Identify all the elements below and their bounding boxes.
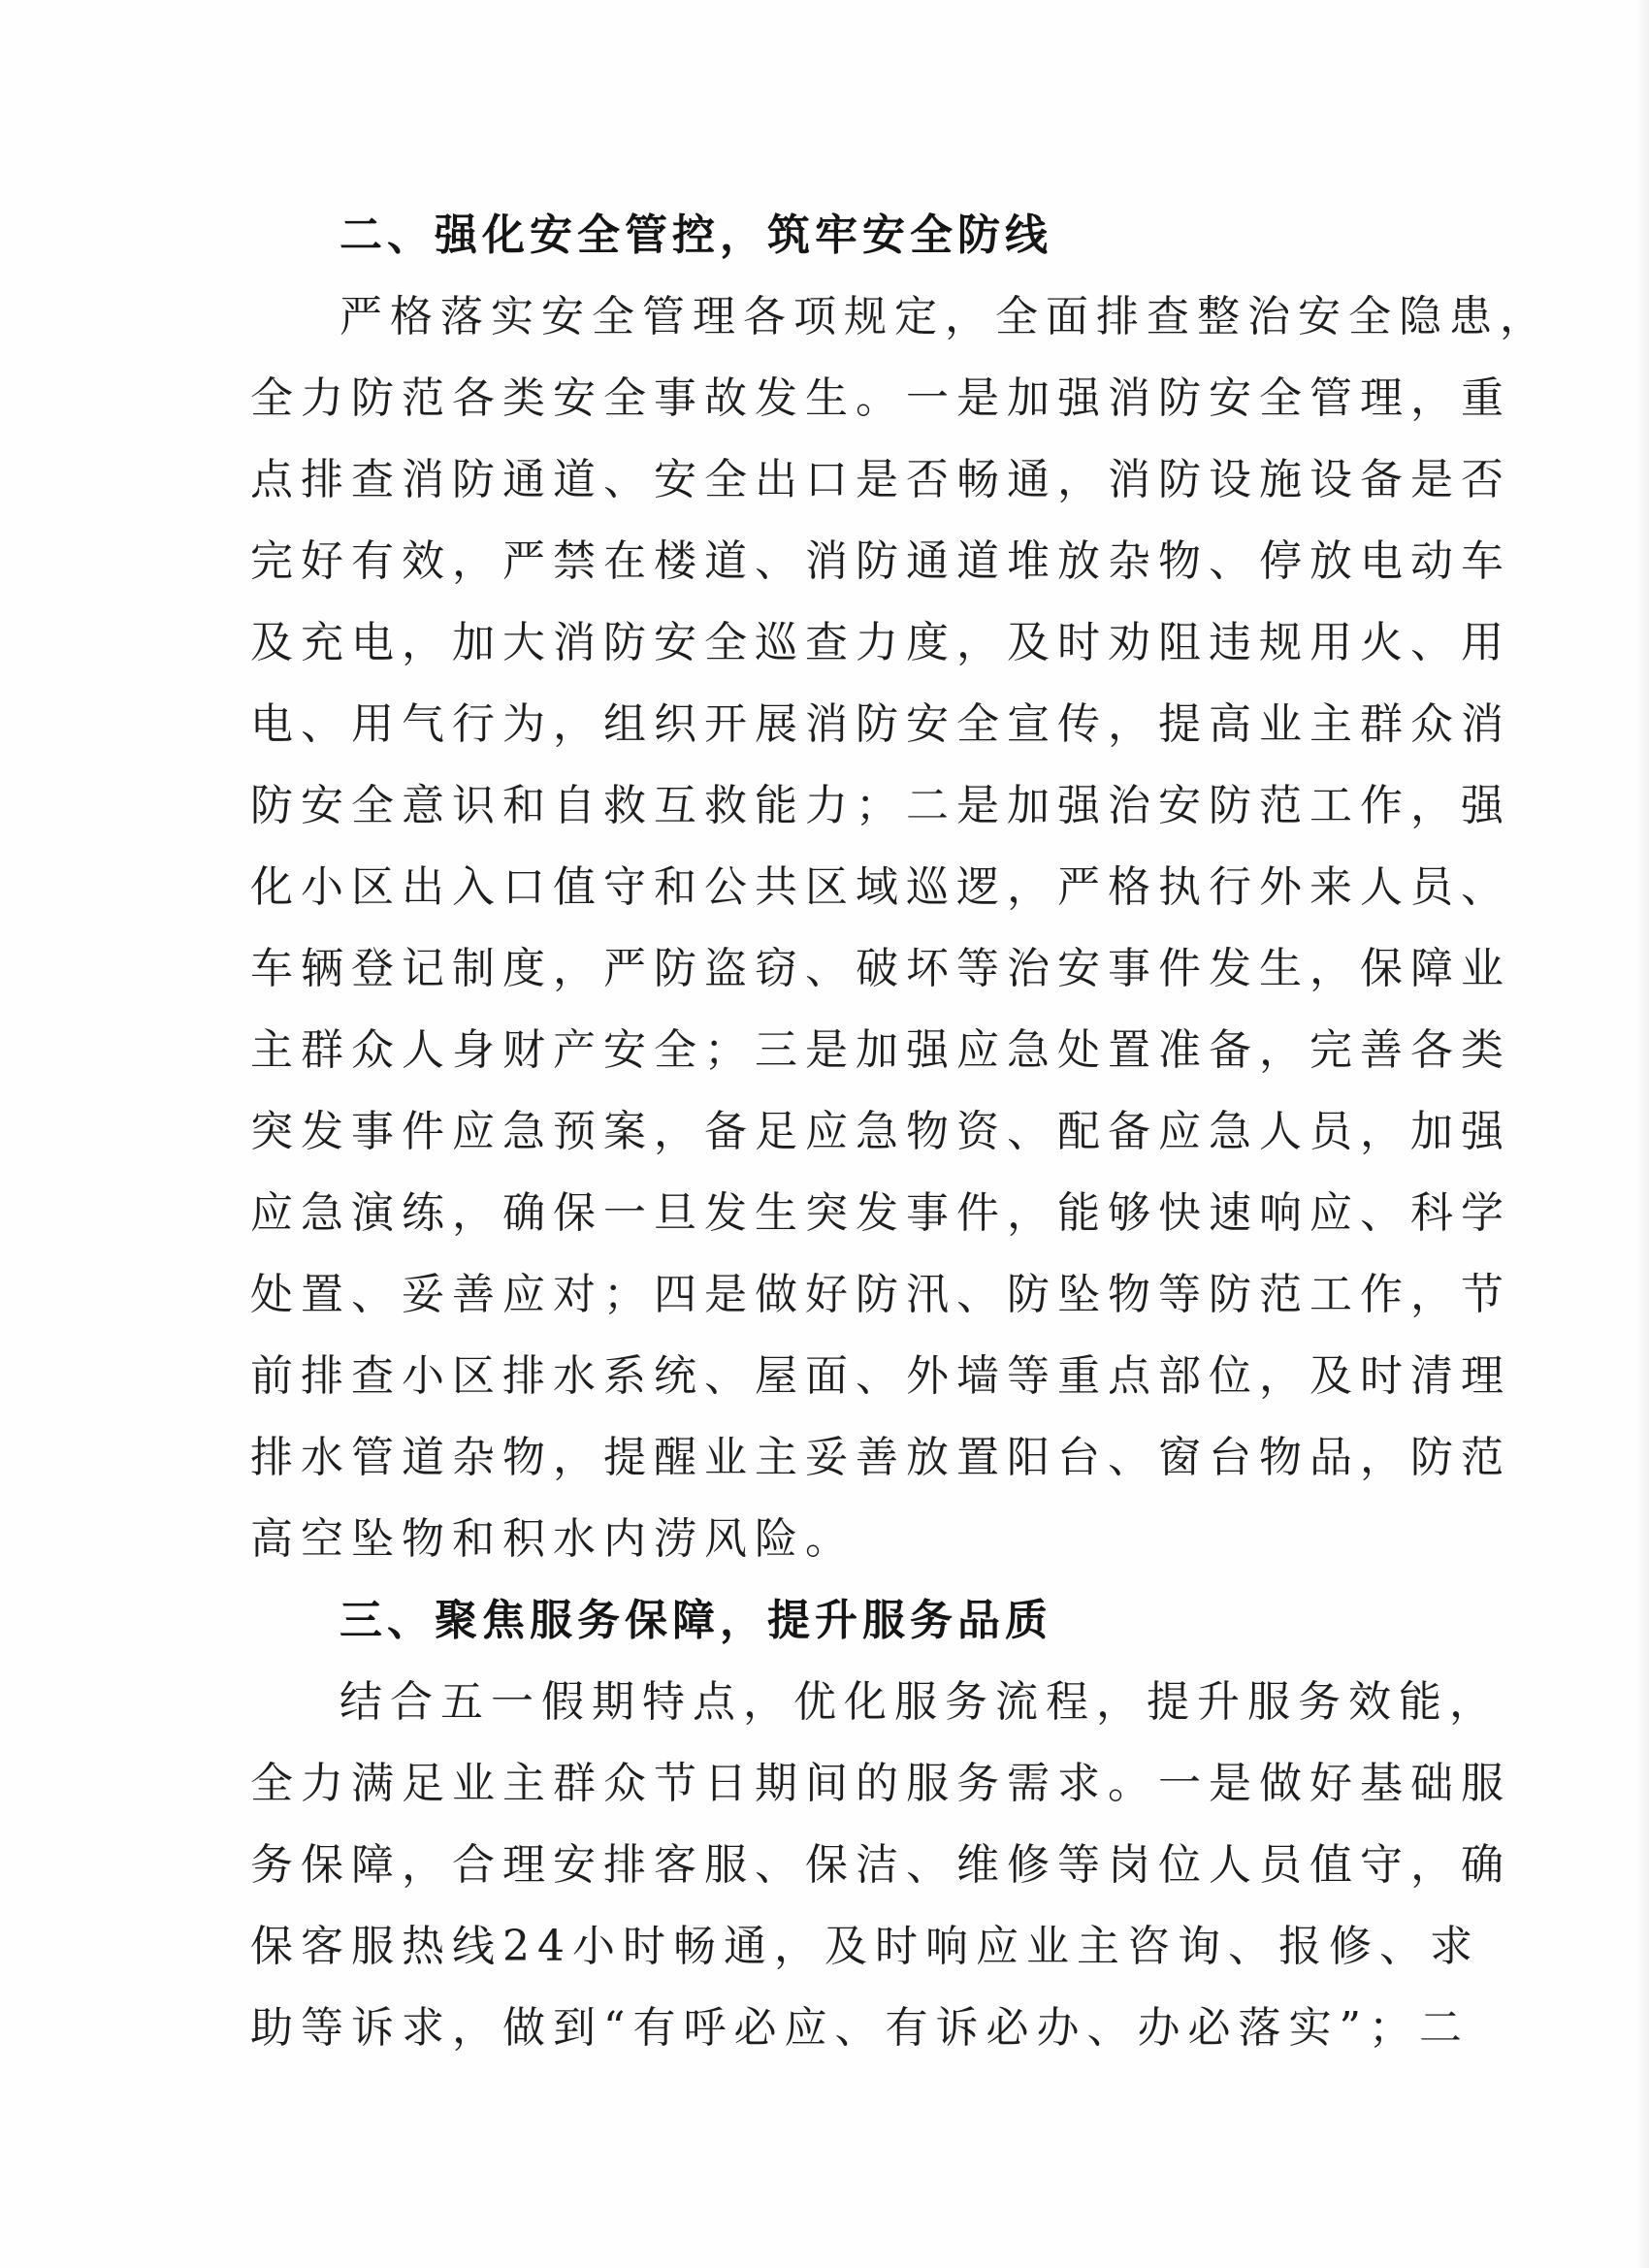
- paragraph-line: 车辆登记制度，严防盗窃、破坏等治安事件发生，保障业: [250, 944, 1511, 993]
- paragraph-line: 结合五一假期特点，优化服务流程，提升服务效能，: [340, 1677, 1500, 1727]
- paragraph-line: 务保障，合理安排客服、保洁、维修等岗位人员值守，确: [250, 1840, 1511, 1890]
- paragraph-line: 及充电，加大消防安全巡查力度，及时劝阻违规用火、用: [250, 618, 1511, 667]
- paragraph-line: 电、用气行为，组织开展消防安全宣传，提高业主群众消: [250, 699, 1511, 749]
- scan-edge-shadow: [1635, 0, 1649, 2268]
- paragraph-line: 严格落实安全管理各项规定，全面排查整治安全隐患，: [340, 292, 1550, 341]
- paragraph-line: 前排查小区排水系统、屋面、外墙等重点部位，及时清理: [250, 1351, 1511, 1401]
- paragraph-line: 全力防范各类安全事故发生。一是加强消防安全管理，重: [250, 373, 1511, 423]
- section-heading: 三、聚焦服务保障，提升服务品质: [340, 1596, 1052, 1645]
- paragraph-line: 防安全意识和自救互救能力；二是加强治安防范工作，强: [250, 781, 1511, 830]
- paragraph-line: 助等诉求，做到“有呼必应、有诉必办、办必落实”；二: [250, 2003, 1470, 2053]
- paragraph-line: 排水管道杂物，提醒业主妥善放置阳台、窗台物品，防范: [250, 1433, 1511, 1482]
- paragraph-line: 突发事件应急预案，备足应急物资、配备应急人员，加强: [250, 1107, 1511, 1156]
- paragraph-line: 点排查消防通道、安全出口是否畅通，消防设施设备是否: [250, 455, 1511, 504]
- paragraph-line: 完好有效，严禁在楼道、消防通道堆放杂物、停放电动车: [250, 536, 1511, 586]
- paragraph-line: 应急演练，确保一旦发生突发事件，能够快速响应、科学: [250, 1188, 1511, 1238]
- paragraph-line: 高空坠物和积水内涝风险。: [250, 1514, 856, 1564]
- paragraph-line: 保客服热线24小时畅通，及时响应业主咨询、报修、求: [250, 1922, 1480, 1971]
- paragraph-line: 化小区出入口值守和公共区域巡逻，严格执行外来人员、: [250, 862, 1511, 912]
- paragraph-line: 主群众人身财产安全；三是加强应急处置准备，完善各类: [250, 1025, 1511, 1075]
- paragraph-line: 全力满足业主群众节日期间的服务需求。一是做好基础服: [250, 1759, 1511, 1808]
- paragraph-line: 处置、妥善应对；四是做好防汛、防坠物等防范工作，节: [250, 1270, 1511, 1319]
- section-heading: 二、强化安全管控，筑牢安全防线: [340, 211, 1052, 260]
